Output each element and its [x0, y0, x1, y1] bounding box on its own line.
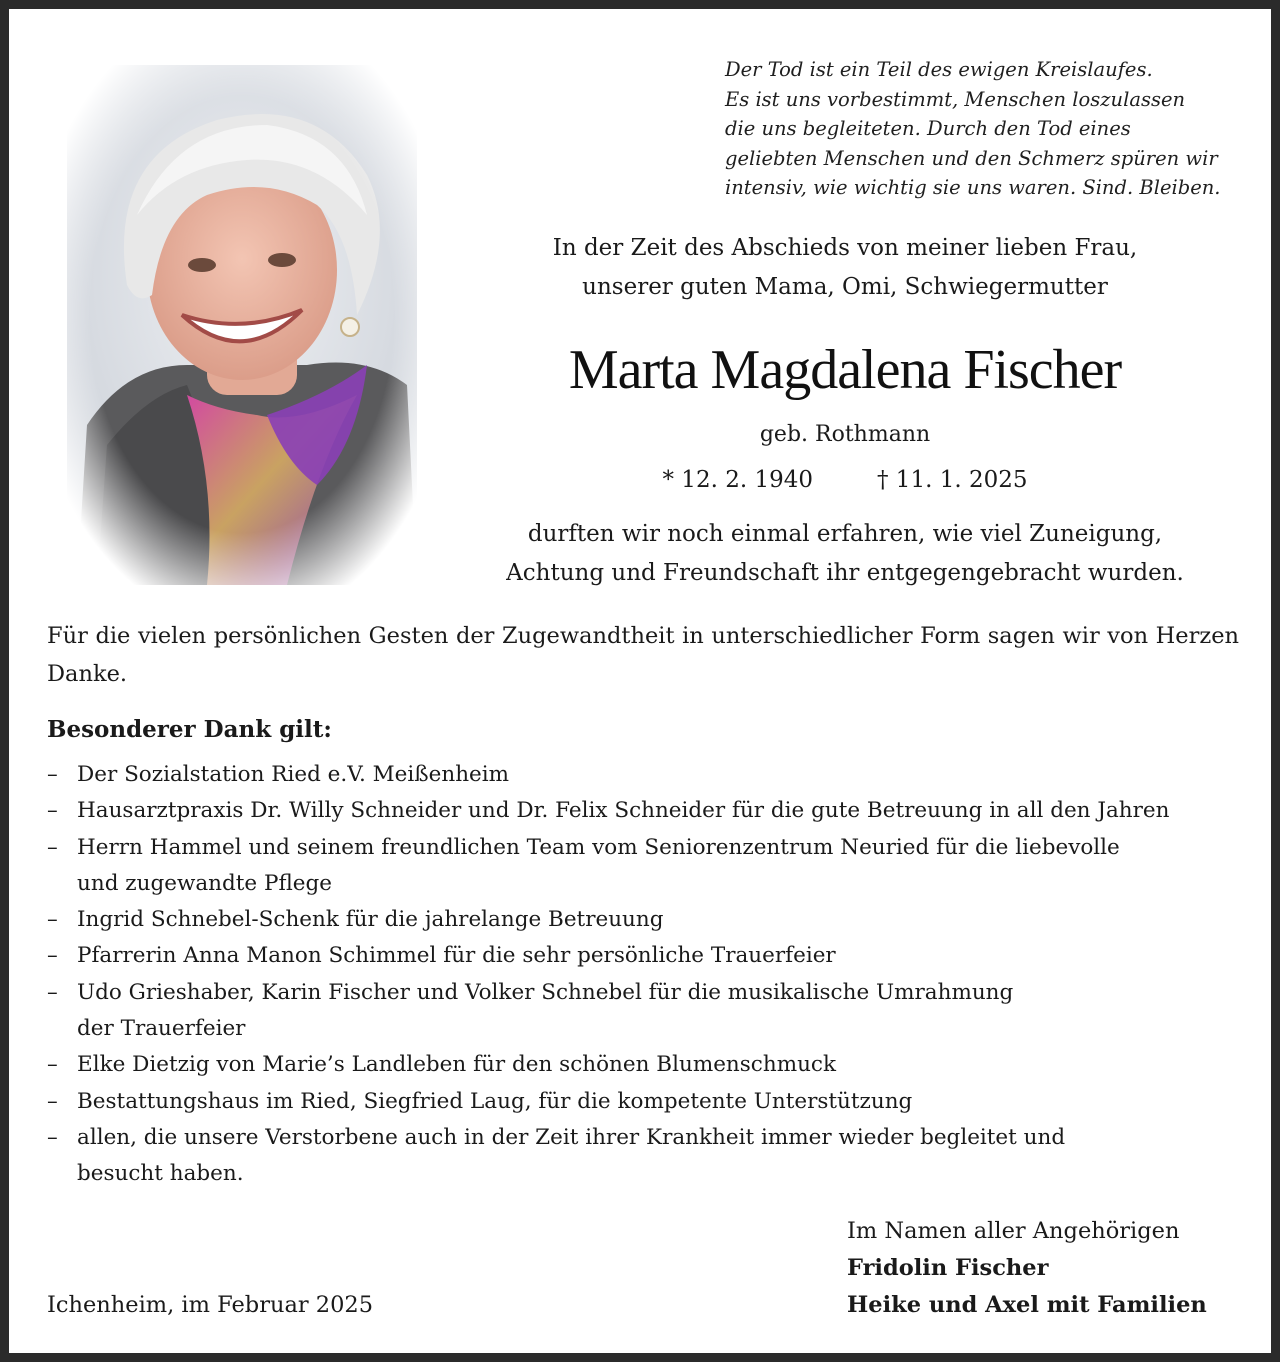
portrait-photo-icon	[67, 65, 417, 585]
list-item: – Hausarztpraxis Dr. Willy Schneider und Dr. Felix Schneider für die gute Betreuung in all den Jahren	[47, 793, 1257, 829]
dash-icon: –	[47, 1088, 58, 1114]
dash-icon: –	[47, 943, 58, 969]
outro-line: Achtung und Freundschaft ihr entgegengebracht wurden.	[506, 560, 1184, 586]
quote-line: Es ist uns vorbestimmt, Menschen loszulassen	[725, 87, 1186, 111]
signoff	[847, 1213, 1207, 1324]
signoff-line: Im Namen aller Angehörigen	[847, 1218, 1180, 1244]
death-date: † 11. 1. 2025	[877, 467, 1028, 493]
list-item: – Udo Grieshaber, Karin Fischer und Volker Schnebel für die musikalische Umrahmung der Trauerfeier	[47, 975, 1257, 1048]
place-date: Ichenheim, im Februar 2025	[47, 1292, 374, 1318]
outro-text	[485, 515, 1205, 593]
dash-icon: –	[47, 907, 58, 933]
quote-line: geliebten Menschen und den Schmerz spüren wir	[725, 146, 1218, 170]
list-item: – Elke Dietzig von Marie’s Landleben für den schönen Blumenschmuck	[47, 1047, 1257, 1083]
list-item: – Der Sozialstation Ried e.V. Meißenheim	[47, 757, 1257, 793]
special-thanks-heading: Besonderer Dank gilt:	[47, 716, 332, 743]
dash-icon: –	[47, 834, 58, 860]
signoff-name: Heike und Axel mit Familien	[847, 1292, 1207, 1318]
signoff-name: Fridolin Fischer	[847, 1255, 1049, 1281]
list-item: – Ingrid Schnebel-Schenk für die jahrelange Betreuung	[47, 902, 1257, 938]
deceased-name: Marta Magdalena Fischer	[568, 339, 1122, 401]
thanks-paragraph: Für die vielen persönlichen Gesten der Zugewandtheit in unterschiedlicher Form sagen wir von Herzen Danke.	[47, 623, 1239, 687]
dash-icon: –	[47, 1052, 58, 1078]
special-thanks-list	[47, 757, 1257, 1193]
intro-line: unserer guten Mama, Omi, Schwiegermutter	[582, 274, 1108, 300]
birth-name: geb. Rothmann	[759, 422, 931, 447]
quote-line: intensiv, wie wichtig sie uns waren. Sind. Bleiben.	[725, 176, 1221, 199]
dash-icon: –	[47, 979, 58, 1005]
dash-icon: –	[47, 762, 58, 787]
intro-text	[485, 229, 1205, 307]
list-item: – Bestattungshaus im Ried, Siegfried Laug, für die kompetente Unterstützung	[47, 1084, 1257, 1120]
list-item: – Pfarrerin Anna Manon Schimmel für die sehr persönliche Trauerfeier	[47, 938, 1257, 974]
quote	[725, 55, 1265, 203]
list-item: – Herrn Hammel und seinem freundlichen Team vom Seniorenzentrum Neuried für die liebevolle und zugewandte Pflege	[47, 830, 1257, 903]
birth-date: * 12. 2. 1940	[662, 467, 813, 493]
intro-line: In der Zeit des Abschieds von meiner lieben Frau,	[552, 235, 1138, 261]
quote-line: Der Tod ist ein Teil des ewigen Kreislaufes.	[725, 58, 1153, 81]
list-item: – allen, die unsere Verstorbene auch in der Zeit ihrer Krankheit immer wieder begleitet und besucht haben.	[47, 1120, 1257, 1193]
obituary-notice	[9, 9, 1271, 1353]
dash-icon: –	[47, 798, 58, 824]
dash-icon: –	[47, 1124, 58, 1150]
quote-line: die uns begleiteten. Durch den Tod eines	[725, 117, 1131, 140]
outro-line: durften wir noch einmal erfahren, wie viel Zuneigung,	[527, 521, 1163, 547]
life-dates	[485, 461, 1205, 499]
